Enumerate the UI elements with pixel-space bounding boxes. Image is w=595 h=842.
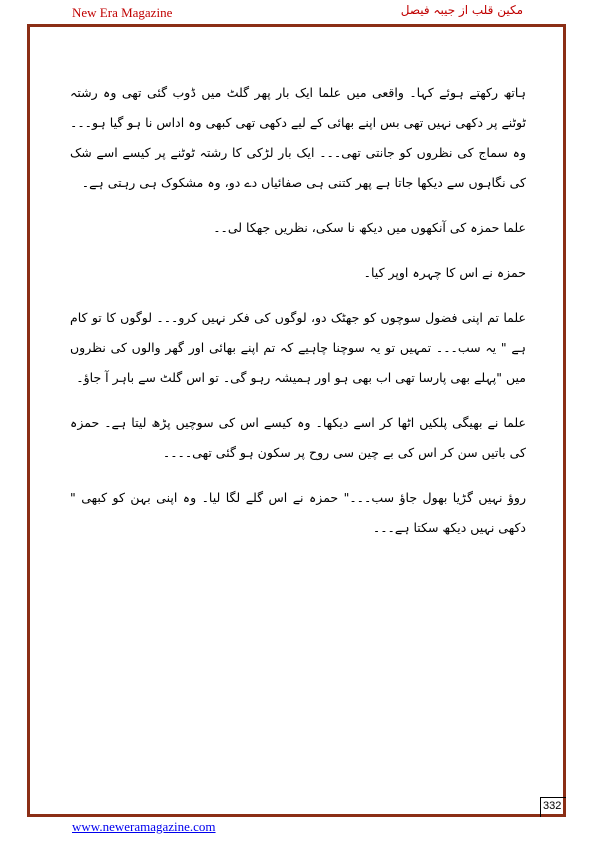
chapter-title: مکین قلب از جیبہ فیصل [400, 3, 523, 17]
page-number: 332 [543, 800, 562, 812]
paragraph: علما حمزہ کی آنکھوں میں دیکھ نا سکی، نظریں جھکا لی۔۔ [213, 220, 526, 235]
magazine-name: New Era Magazine [72, 5, 173, 20]
paragraph: علما نے بھیگی پلکیں اٹھا کر اسے دیکھا۔ وہ کیسے اس کی سوچیں پڑھ لیتا ہے۔ حمزہ کی باتیں سن کر اس کی بے چین سی روح پر سکون ہو گئی تھی۔۔۔۔ [70, 415, 526, 460]
paragraph: علما تم اپنی فضول سوچوں کو جھٹک دو، لوگوں کی فکر نہیں کرو۔۔۔ لوگوں کا تو کام ہے " یہ سب۔۔۔ تمہیں تو یہ سوچنا چاہیے کہ تم اپنے بھائی اور گھر والوں کی نظروں میں "پہلے بھی پارسا تھی اب بھی ہو اور ہمیشہ رہو گی۔ تو اس گلٹ سے باہر آ جاؤ۔ [70, 310, 526, 385]
paragraph: حمزہ نے اس کا چہرہ اوپر کیا۔ [363, 265, 526, 280]
article-body [70, 78, 526, 558]
website-link[interactable]: www.neweramagazine.com [72, 819, 216, 834]
paragraph: ہاتھ رکھتے ہوئے کہا۔ واقعی میں علما ایک بار پھر گلٹ میں ڈوب گئی تھی وہ رشتہ ٹوٹنے پر دکھی نہیں تھی بس اپنے بھائی کے لیے دکھی تھی کبھی وہ اداس نا ہو گیا ہو۔۔۔ وہ سماج کی نظروں کو جانتی تھی۔۔۔ ایک بار لڑکی کا رشتہ ٹوٹنے پر کیسے اسے شک کی نگاہوں سے دیکھا جاتا ہے پھر کتنی ہی صفائیاں دے دو، وہ مشکوک ہی رہتی ہے۔ [70, 85, 526, 190]
paragraph: روؤ نہیں گڑیا بھول جاؤ سب۔۔۔" حمزہ نے اس گلے لگا لیا۔ وہ اپنی بہن کو کبھی " دکھی نہیں دیکھ سکتا ہے۔۔۔ [70, 490, 526, 535]
